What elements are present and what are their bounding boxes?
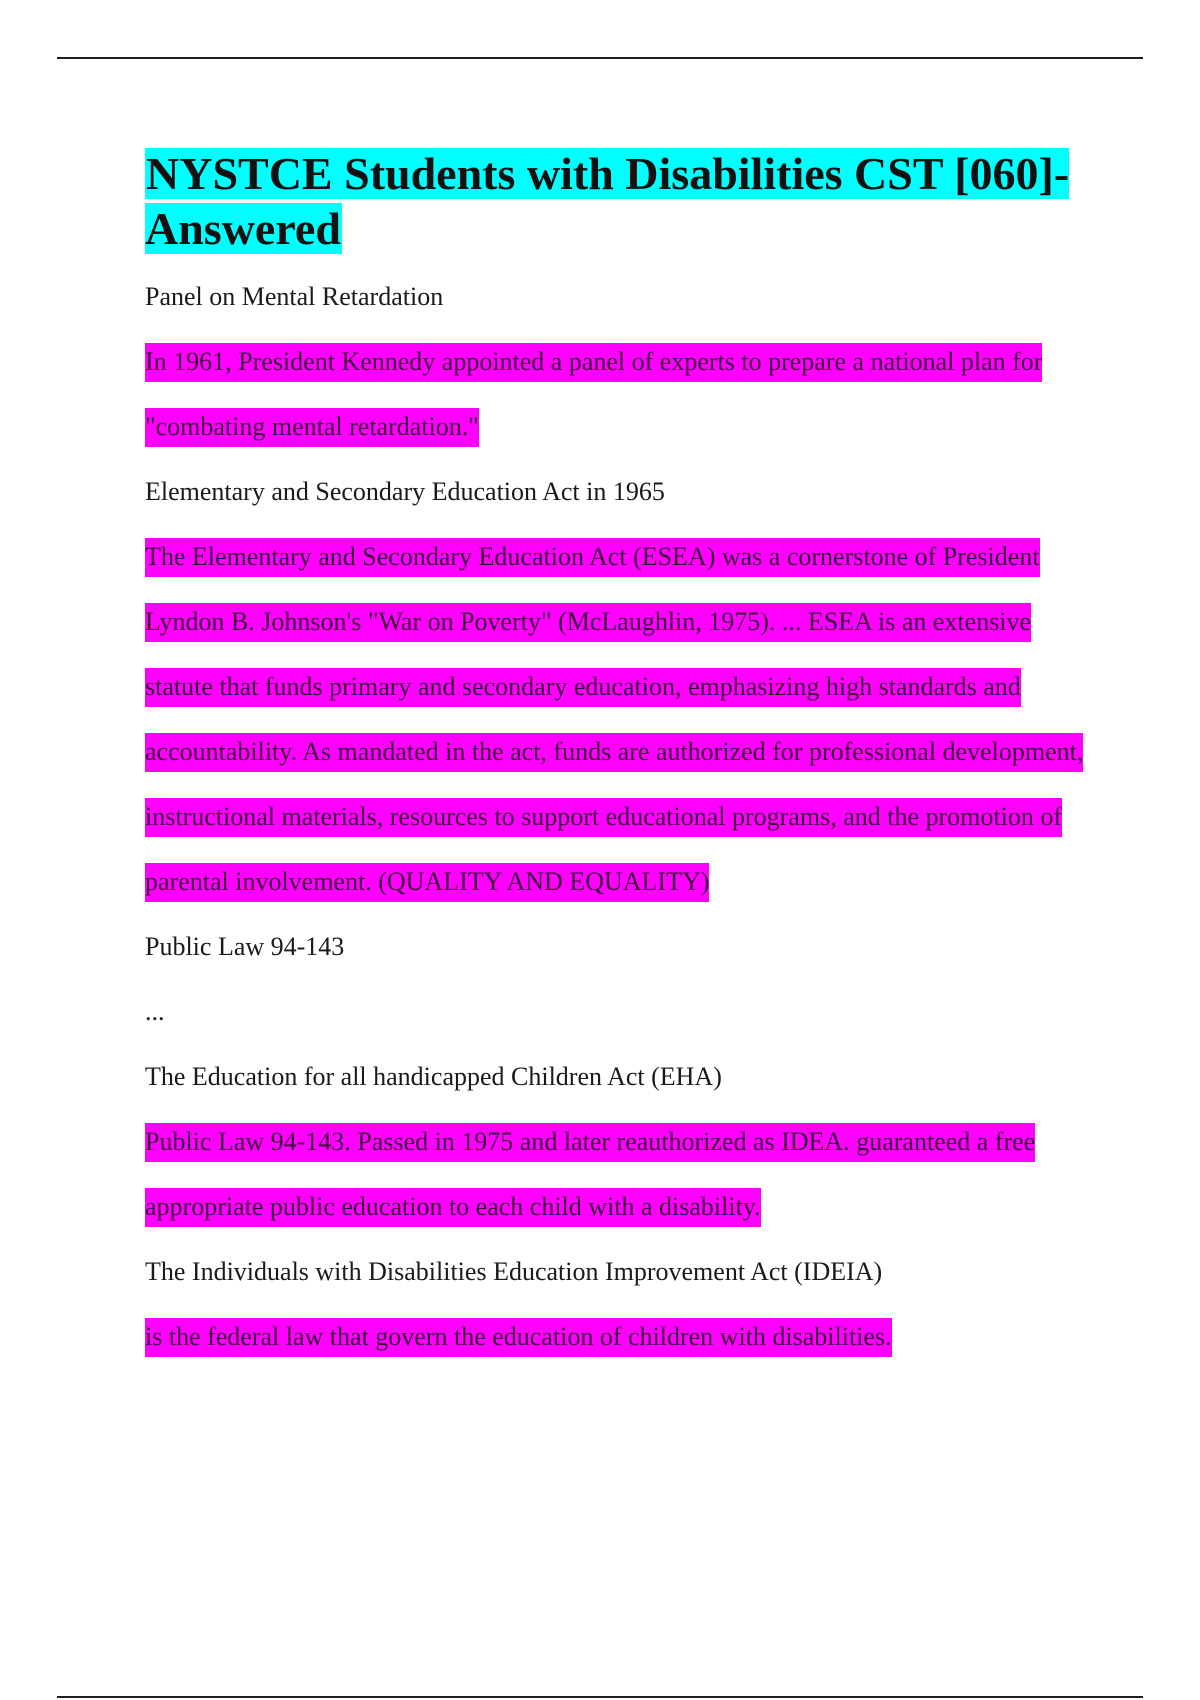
term-text: Elementary and Secondary Education Act in 1965 xyxy=(145,477,665,506)
term-text: Public Law 94-143 xyxy=(145,932,345,961)
answer-text: Public Law 94-143. Passed in 1975 and later reauthorized as IDEA. guaranteed a free appropriate public education to each child with a disability. xyxy=(145,1123,1035,1227)
answer-text: is the federal law that govern the education of children with disabilities. xyxy=(145,1318,892,1357)
title-text: NYSTCE Students with Disabilities CST [060]- Answered xyxy=(145,148,1070,254)
answer-ideia xyxy=(145,1304,1085,1369)
answer-esea xyxy=(145,524,1085,914)
title-spacer xyxy=(145,256,1085,264)
bottom-rule xyxy=(57,1696,1143,1698)
term-public-law-94-143 xyxy=(145,914,1085,979)
top-rule xyxy=(57,57,1143,59)
term-ideia xyxy=(145,1239,1085,1304)
term-esea xyxy=(145,459,1085,524)
term-text: ... xyxy=(145,997,165,1026)
answer-eha xyxy=(145,1109,1085,1239)
document-title xyxy=(145,146,1085,256)
term-eha xyxy=(145,1044,1085,1109)
answer-panel-on-mental-retardation xyxy=(145,329,1085,459)
term-panel-on-mental-retardation xyxy=(145,264,1085,329)
term-ellipsis xyxy=(145,979,1085,1044)
document-page xyxy=(145,146,1085,1369)
term-text: The Education for all handicapped Children Act (EHA) xyxy=(145,1062,722,1091)
term-text: The Individuals with Disabilities Education Improvement Act (IDEIA) xyxy=(145,1257,883,1286)
answer-text: In 1961, President Kennedy appointed a panel of experts to prepare a national plan for "combating mental retardation." xyxy=(145,343,1042,447)
answer-text: The Elementary and Secondary Education Act (ESEA) was a cornerstone of President Lyndon B. Johnson's "War on Poverty" (McLaughlin, 1975). ... ESEA is an extensive statute that funds primary and secondary education, emphasizing high standards and accountability. As mandated in the act, funds are authorized for professional development, instructional materials, resources to support educational programs, and the promotion of parental involvement. (QUALITY AND EQUALITY) xyxy=(145,538,1083,902)
term-text: Panel on Mental Retardation xyxy=(145,282,444,311)
